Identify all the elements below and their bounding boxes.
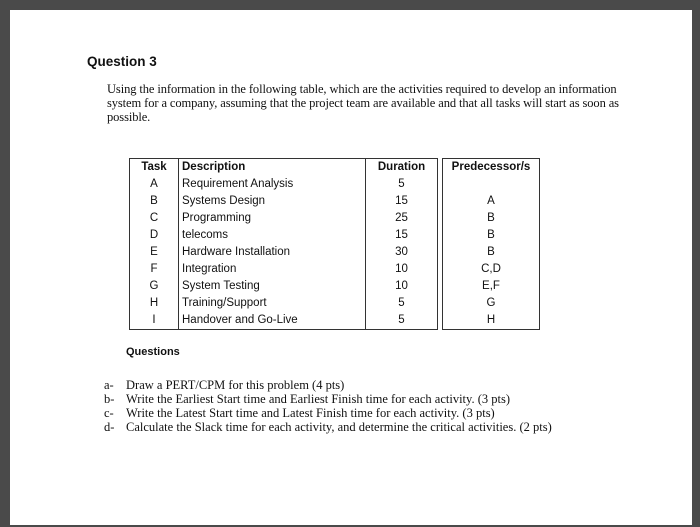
task-id: A	[130, 176, 179, 193]
header-task: Task	[130, 159, 179, 177]
task-duration: 10	[366, 278, 438, 295]
question-text: Write the Latest Start time and Latest Finish time for each activity. (3 pts)	[126, 406, 495, 420]
list-item	[104, 406, 552, 420]
header-predecessors: Predecessor/s	[443, 159, 540, 177]
header-duration: Duration	[366, 159, 438, 177]
question-letter: d-	[104, 420, 115, 434]
document-page	[10, 10, 692, 525]
task-id: E	[130, 244, 179, 261]
activity-table	[129, 158, 540, 330]
table-row	[130, 244, 540, 261]
question-letter: c-	[104, 406, 114, 420]
task-description: telecoms	[179, 227, 366, 244]
task-id: G	[130, 278, 179, 295]
task-predecessors: B	[443, 244, 540, 261]
list-item	[104, 392, 552, 406]
task-duration: 5	[366, 176, 438, 193]
task-description: Hardware Installation	[179, 244, 366, 261]
table-row	[130, 210, 540, 227]
task-duration: 25	[366, 210, 438, 227]
task-duration: 30	[366, 244, 438, 261]
question-letter: a-	[104, 378, 114, 392]
task-description: Systems Design	[179, 193, 366, 210]
question-text: Write the Earliest Start time and Earliest Finish time for each activity. (3 pts)	[126, 392, 510, 406]
task-id: H	[130, 295, 179, 312]
task-predecessors: B	[443, 210, 540, 227]
task-predecessors: H	[443, 312, 540, 330]
task-id: D	[130, 227, 179, 244]
task-description: Training/Support	[179, 295, 366, 312]
task-description: Requirement Analysis	[179, 176, 366, 193]
task-id: C	[130, 210, 179, 227]
task-predecessors: B	[443, 227, 540, 244]
task-duration: 5	[366, 312, 438, 330]
task-predecessors: A	[443, 193, 540, 210]
task-id: B	[130, 193, 179, 210]
task-description: Programming	[179, 210, 366, 227]
task-description: Handover and Go-Live	[179, 312, 366, 330]
header-description: Description	[179, 159, 366, 177]
table-row	[130, 261, 540, 278]
question-text: Calculate the Slack time for each activity, and determine the critical activities. (2 pts)	[126, 420, 552, 434]
list-item	[104, 378, 552, 392]
questions-title: Questions	[126, 346, 180, 358]
table-header-row	[130, 159, 540, 177]
table-row	[130, 227, 540, 244]
table-row	[130, 193, 540, 210]
task-predecessors	[443, 176, 540, 193]
task-predecessors: G	[443, 295, 540, 312]
task-predecessors: C,D	[443, 261, 540, 278]
table-row	[130, 312, 540, 330]
task-predecessors: E,F	[443, 278, 540, 295]
task-duration: 10	[366, 261, 438, 278]
list-item	[104, 420, 552, 434]
question-letter: b-	[104, 392, 115, 406]
intro-paragraph: Using the information in the following table, which are the activities required to develop an information system for a company, assuming that the project team are available and that all tasks will start as soon as possible.	[107, 82, 619, 124]
questions-list	[104, 378, 552, 434]
task-id: F	[130, 261, 179, 278]
task-description: System Testing	[179, 278, 366, 295]
task-id: I	[130, 312, 179, 330]
table-row	[130, 176, 540, 193]
table-row	[130, 295, 540, 312]
question-heading: Question 3	[87, 54, 157, 69]
task-duration: 15	[366, 193, 438, 210]
task-description: Integration	[179, 261, 366, 278]
question-text: Draw a PERT/CPM for this problem (4 pts)	[126, 378, 345, 392]
task-duration: 15	[366, 227, 438, 244]
table-row	[130, 278, 540, 295]
task-duration: 5	[366, 295, 438, 312]
